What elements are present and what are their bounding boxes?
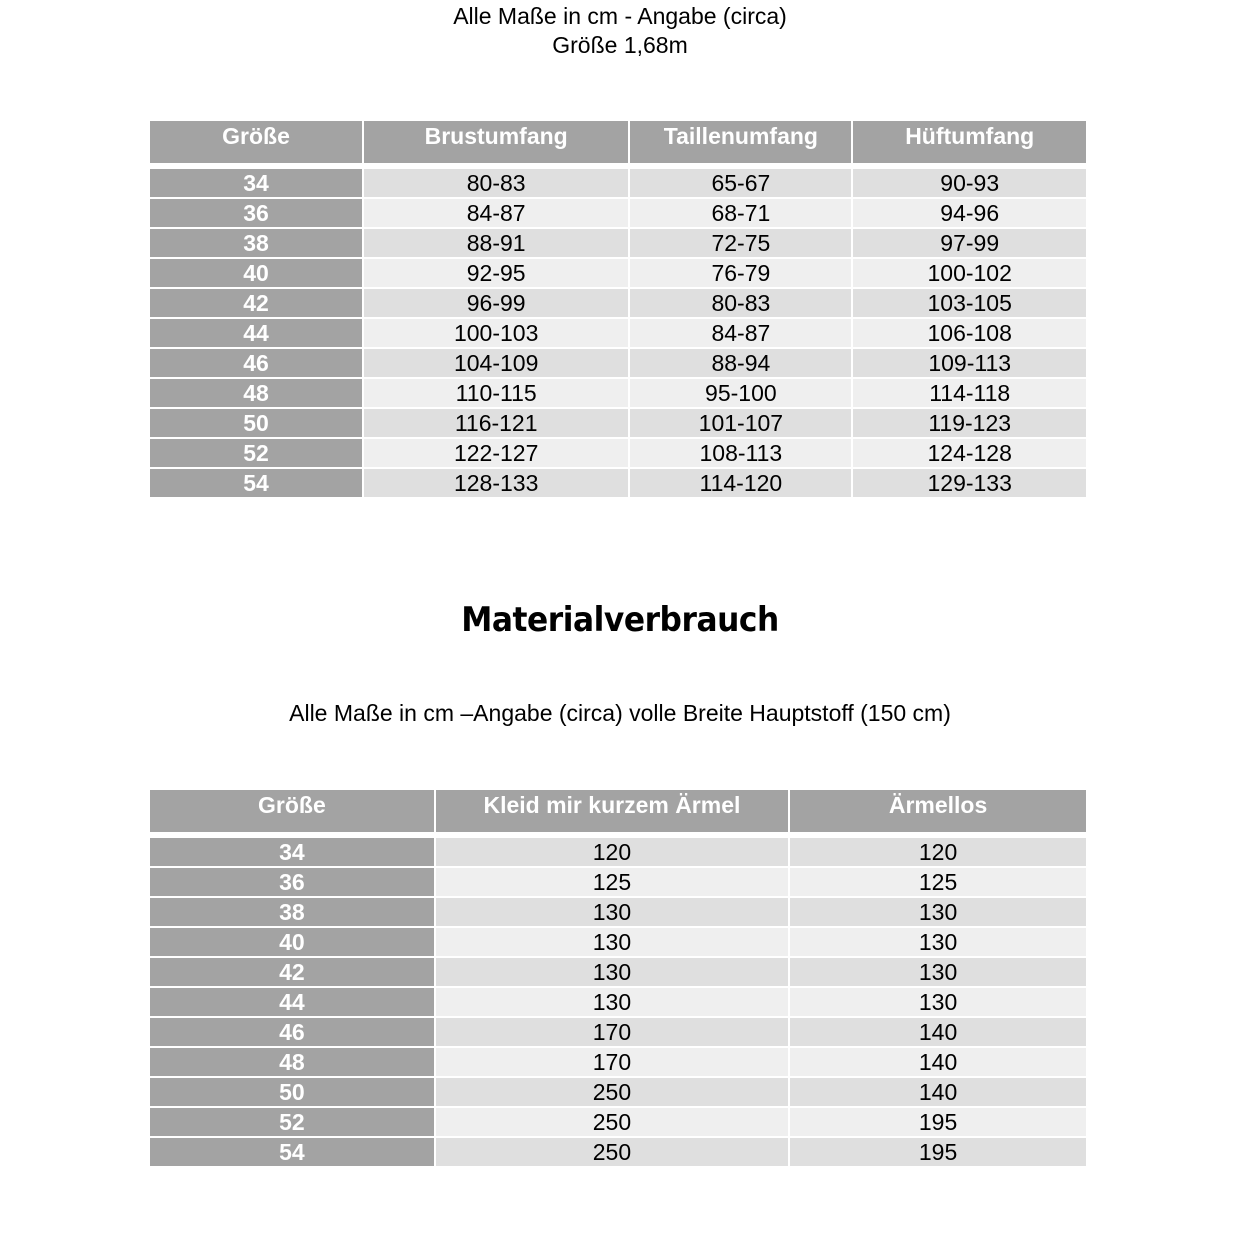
value-cell: 122-127: [364, 439, 628, 469]
value-cell: 125: [790, 868, 1086, 898]
table-row: [150, 898, 1086, 928]
material-subtitle: Alle Maße in cm –Angabe (circa) volle Breite Hauptstoff (150 cm): [289, 700, 951, 726]
size-cell: 46: [150, 349, 362, 379]
value-cell: 76-79: [630, 259, 851, 289]
value-cell: 103-105: [853, 289, 1086, 319]
value-cell: 130: [790, 988, 1086, 1018]
value-cell: 120: [790, 838, 1086, 868]
table-row: [150, 259, 1086, 289]
value-cell: 108-113: [630, 439, 851, 469]
value-cell: 170: [436, 1018, 788, 1048]
value-cell: 97-99: [853, 229, 1086, 259]
table-row: [150, 169, 1086, 199]
size-cell: 36: [150, 199, 362, 229]
table-row: [150, 1078, 1086, 1108]
value-cell: 80-83: [364, 169, 628, 199]
size-cell: 54: [150, 469, 362, 499]
value-cell: 68-71: [630, 199, 851, 229]
size-cell: 36: [150, 868, 434, 898]
value-cell: 84-87: [364, 199, 628, 229]
value-cell: 250: [436, 1108, 788, 1138]
value-cell: 106-108: [853, 319, 1086, 349]
size-cell: 42: [150, 958, 434, 988]
size-cell: 52: [150, 439, 362, 469]
value-cell: 130: [436, 928, 788, 958]
value-cell: 80-83: [630, 289, 851, 319]
value-cell: 94-96: [853, 199, 1086, 229]
intro-line-1: Alle Maße in cm - Angabe (circa): [453, 3, 787, 29]
value-cell: 88-91: [364, 229, 628, 259]
table-row: [150, 349, 1086, 379]
value-cell: 195: [790, 1108, 1086, 1138]
size-cell: 40: [150, 259, 362, 289]
header-cell: Größe: [150, 790, 434, 838]
material-section-title: Materialverbrauch: [461, 600, 779, 640]
table-row: [150, 409, 1086, 439]
size-cell: 44: [150, 319, 362, 349]
table-row: [150, 1138, 1086, 1168]
value-cell: 100-103: [364, 319, 628, 349]
header-cell: Hüftumfang: [853, 121, 1086, 169]
header-cell: Taillenumfang: [630, 121, 851, 169]
size-chart-intro: [0, 2, 1240, 60]
size-cell: 38: [150, 229, 362, 259]
value-cell: 114-118: [853, 379, 1086, 409]
table-row: [150, 469, 1086, 499]
size-cell: 40: [150, 928, 434, 958]
size-cell: 38: [150, 898, 434, 928]
value-cell: 104-109: [364, 349, 628, 379]
header-cell: Größe: [150, 121, 362, 169]
size-cell: 50: [150, 1078, 434, 1108]
material-table: [148, 790, 1088, 1168]
table-row: [150, 988, 1086, 1018]
table-row: [150, 379, 1086, 409]
material-table-header-row: [150, 790, 1086, 838]
table-row: [150, 319, 1086, 349]
value-cell: 128-133: [364, 469, 628, 499]
value-cell: 124-128: [853, 439, 1086, 469]
table-row: [150, 439, 1086, 469]
table-row: [150, 1108, 1086, 1138]
value-cell: 140: [790, 1018, 1086, 1048]
value-cell: 95-100: [630, 379, 851, 409]
table-row: [150, 229, 1086, 259]
value-cell: 130: [790, 958, 1086, 988]
intro-line-2: Größe 1,68m: [552, 32, 688, 58]
header-cell: Ärmellos: [790, 790, 1086, 838]
value-cell: 140: [790, 1078, 1086, 1108]
size-cell: 54: [150, 1138, 434, 1168]
table-row: [150, 958, 1086, 988]
size-cell: 48: [150, 379, 362, 409]
value-cell: 119-123: [853, 409, 1086, 439]
size-cell: 34: [150, 169, 362, 199]
value-cell: 170: [436, 1048, 788, 1078]
value-cell: 109-113: [853, 349, 1086, 379]
size-cell: 34: [150, 838, 434, 868]
value-cell: 125: [436, 868, 788, 898]
size-cell: 42: [150, 289, 362, 319]
value-cell: 195: [790, 1138, 1086, 1168]
value-cell: 116-121: [364, 409, 628, 439]
size-cell: 52: [150, 1108, 434, 1138]
value-cell: 92-95: [364, 259, 628, 289]
value-cell: 140: [790, 1048, 1086, 1078]
header-cell: Kleid mir kurzem Ärmel: [436, 790, 788, 838]
value-cell: 65-67: [630, 169, 851, 199]
size-cell: 44: [150, 988, 434, 1018]
header-cell: Brustumfang: [364, 121, 628, 169]
value-cell: 250: [436, 1078, 788, 1108]
value-cell: 100-102: [853, 259, 1086, 289]
value-cell: 88-94: [630, 349, 851, 379]
value-cell: 129-133: [853, 469, 1086, 499]
table-row: [150, 289, 1086, 319]
table-row: [150, 1048, 1086, 1078]
size-table: [148, 121, 1088, 499]
value-cell: 130: [790, 928, 1086, 958]
value-cell: 120: [436, 838, 788, 868]
value-cell: 90-93: [853, 169, 1086, 199]
value-cell: 130: [436, 898, 788, 928]
size-cell: 46: [150, 1018, 434, 1048]
value-cell: 130: [436, 958, 788, 988]
value-cell: 130: [436, 988, 788, 1018]
value-cell: 84-87: [630, 319, 851, 349]
value-cell: 130: [790, 898, 1086, 928]
table-row: [150, 838, 1086, 868]
value-cell: 101-107: [630, 409, 851, 439]
size-cell: 48: [150, 1048, 434, 1078]
size-table-header-row: [150, 121, 1086, 169]
value-cell: 96-99: [364, 289, 628, 319]
table-row: [150, 868, 1086, 898]
size-cell: 50: [150, 409, 362, 439]
table-row: [150, 928, 1086, 958]
value-cell: 250: [436, 1138, 788, 1168]
value-cell: 114-120: [630, 469, 851, 499]
value-cell: 72-75: [630, 229, 851, 259]
table-row: [150, 1018, 1086, 1048]
table-row: [150, 199, 1086, 229]
value-cell: 110-115: [364, 379, 628, 409]
